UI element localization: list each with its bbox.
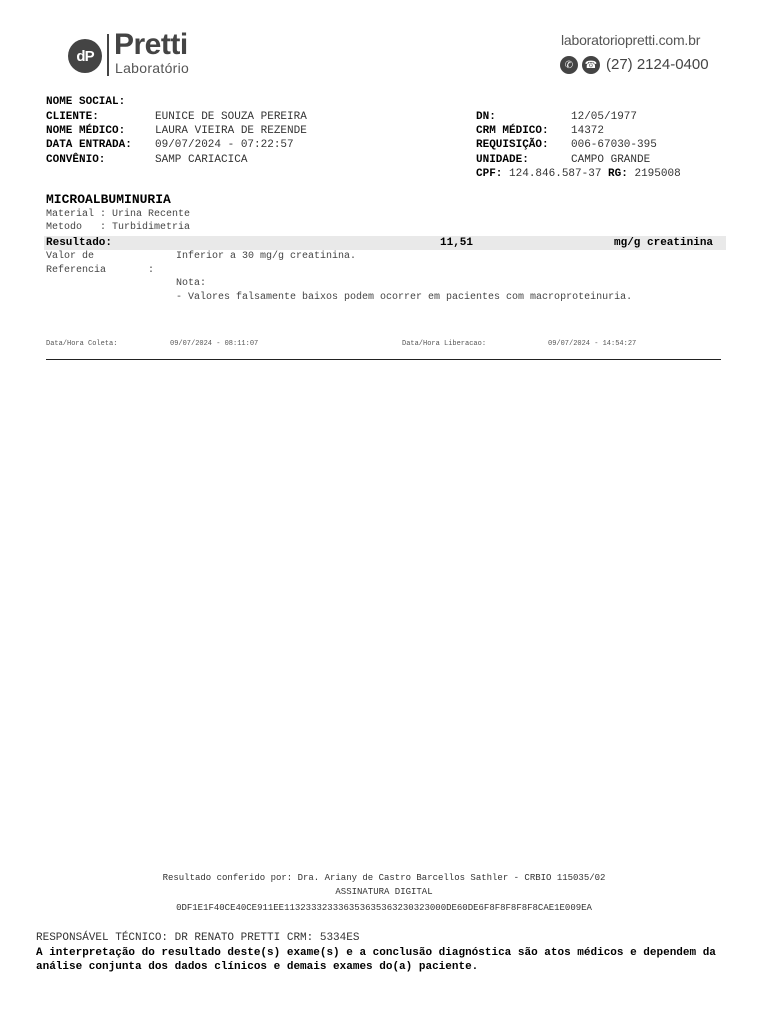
assinatura-digital: ASSINATURA DIGITAL bbox=[335, 887, 433, 897]
medico-label: NOME MÉDICO: bbox=[46, 125, 126, 137]
cliente-value: EUNICE DE SOUZA PEREIRA bbox=[155, 111, 307, 123]
nota-label: Nota: bbox=[176, 278, 207, 289]
reference-colon: : bbox=[148, 265, 155, 276]
signature-hash: 0DF1E1F40CE40CE911EE113233323336353635363230323000DE60DE6F8F8F8F8F8CAE1E009EA bbox=[176, 903, 592, 913]
exam-material: Material : Urina Recente bbox=[46, 209, 191, 220]
responsavel-tecnico: RESPONSÁVEL TÉCNICO: DR RENATO PRETTI CRM: 5334ES bbox=[36, 932, 360, 944]
rg-value: 2195008 bbox=[634, 168, 681, 180]
medico-value: LAURA VIEIRA DE REZENDE bbox=[155, 125, 307, 137]
cliente-label: CLIENTE: bbox=[46, 111, 99, 123]
disclaimer: A interpretação do resultado deste(s) exame(s) e a conclusão diagnóstica são atos médicos e dependem da análise conjunta dos dados clínicos e demais exames do(a) paciente. bbox=[36, 947, 716, 973]
rg-label: RG: bbox=[608, 168, 628, 180]
crm-value: 14372 bbox=[571, 125, 605, 137]
website-link[interactable]: laboratoriopretti.com.br bbox=[561, 32, 701, 48]
requisicao-value: 006-67030-395 bbox=[571, 139, 657, 151]
conferido-text: Resultado conferido por: Dra. Ariany de Castro Barcellos Sathler - CRBIO 115035/02 bbox=[162, 873, 606, 883]
cpf-value: 124.846.587-37 bbox=[509, 168, 602, 180]
logo-name: Pretti bbox=[114, 28, 188, 61]
exam-metodo: Metodo : Turbidimetria bbox=[46, 222, 191, 233]
cpf-rg-line bbox=[476, 168, 681, 180]
result-label: Resultado: bbox=[46, 237, 113, 249]
convenio-label: CONVÊNIO: bbox=[46, 154, 106, 166]
dn-label: DN: bbox=[476, 111, 496, 123]
result-value: 11,51 bbox=[440, 237, 474, 249]
result-unit: mg/g creatinina bbox=[614, 237, 714, 249]
dn-value: 12/05/1977 bbox=[571, 111, 638, 123]
requisicao-label: REQUISIÇÃO: bbox=[476, 139, 549, 151]
exam-title: MICROALBUMINURIA bbox=[46, 192, 171, 207]
unidade-label: UNIDADE: bbox=[476, 154, 529, 166]
entrada-value: 09/07/2024 - 07:22:57 bbox=[155, 139, 294, 151]
nota-text: - Valores falsamente baixos podem ocorrer em pacientes com macroproteinuria. bbox=[176, 292, 633, 303]
logo-divider bbox=[107, 34, 109, 76]
nome-social-label: NOME SOCIAL: bbox=[46, 96, 126, 108]
phone-icon: ☎ bbox=[582, 56, 600, 74]
divider-line bbox=[46, 359, 721, 360]
liberacao-value: 09/07/2024 - 14:54:27 bbox=[548, 340, 637, 348]
cpf-label: CPF: bbox=[476, 168, 503, 180]
convenio-value: SAMP CARIACICA bbox=[155, 154, 248, 166]
whatsapp-icon: ✆ bbox=[560, 56, 578, 74]
reference-value: Inferior a 30 mg/g creatinina. bbox=[176, 251, 357, 262]
coleta-label: Data/Hora Coleta: bbox=[46, 340, 118, 348]
crm-label: CRM MÉDICO: bbox=[476, 125, 549, 137]
unidade-value: CAMPO GRANDE bbox=[571, 154, 651, 166]
entrada-label: DATA ENTRADA: bbox=[46, 139, 132, 151]
reference-label-line1: Valor de bbox=[46, 251, 95, 262]
logo-mark: dP bbox=[68, 39, 102, 73]
coleta-value: 09/07/2024 - 08:11:07 bbox=[170, 340, 259, 348]
logo-subtitle: Laboratório bbox=[115, 60, 190, 76]
phone-number[interactable]: (27) 2124-0400 bbox=[606, 56, 709, 73]
reference-label-line2: Referencia bbox=[46, 265, 107, 276]
liberacao-label: Data/Hora Liberacao: bbox=[402, 340, 487, 348]
